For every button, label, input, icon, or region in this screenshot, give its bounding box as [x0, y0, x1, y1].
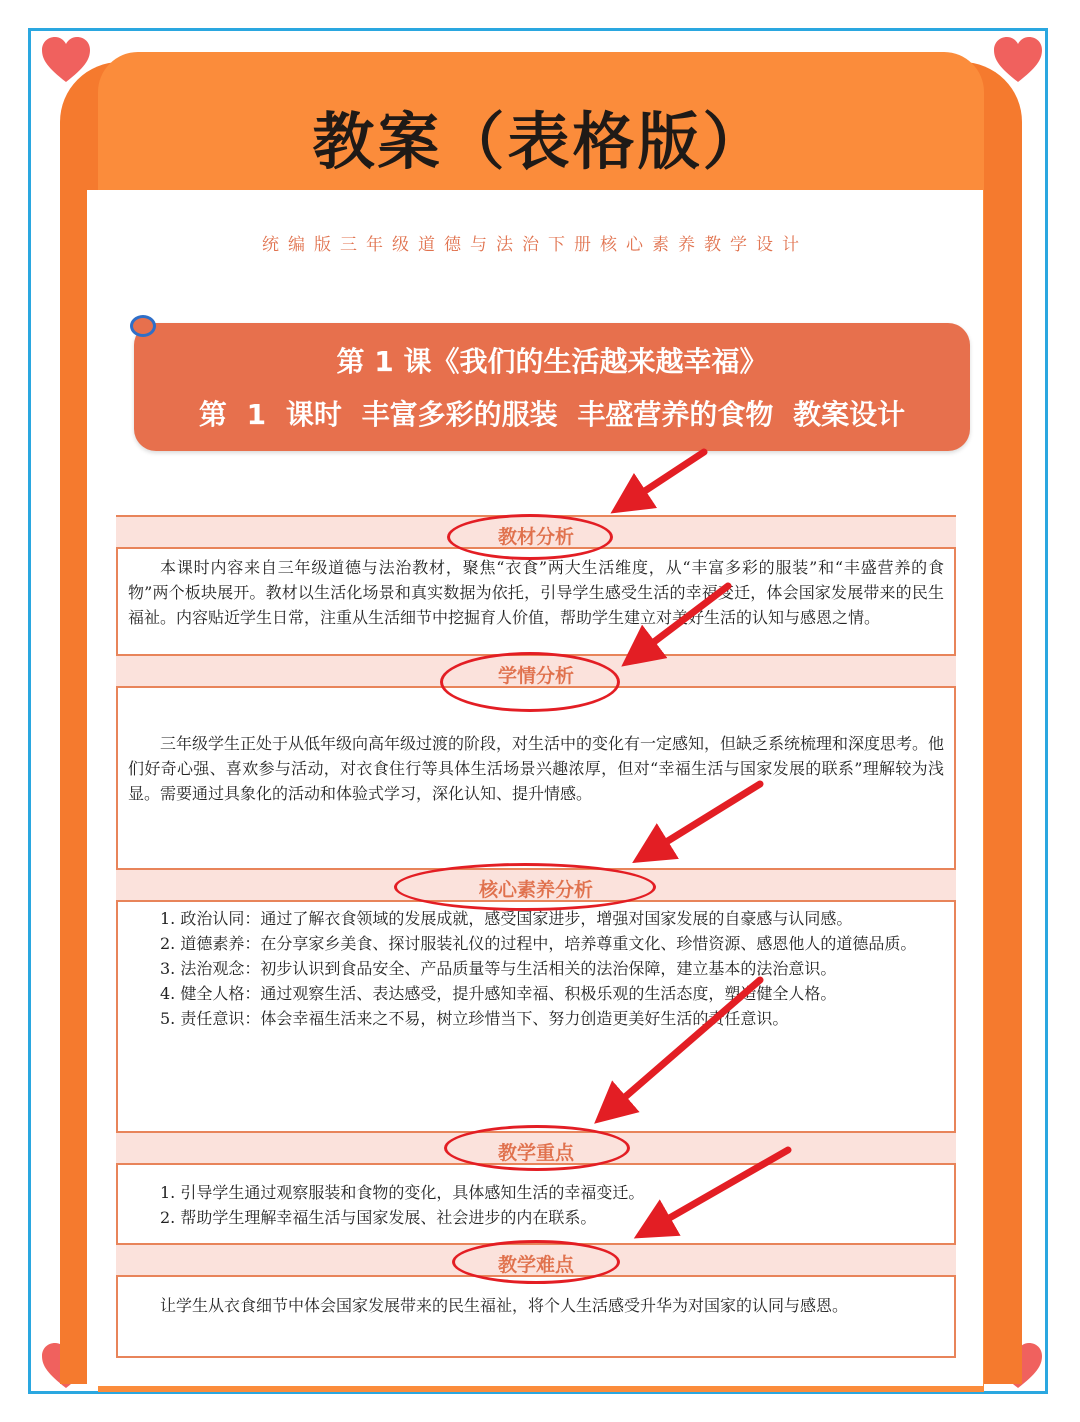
list-item: 1. 政治认同：通过了解衣食领域的发展成就，感受国家进步，增强对国家发展的自豪感与认同感。	[160, 909, 853, 928]
list-item: 2. 道德素养：在分享家乡美食、探讨服装礼仪的过程中，培养尊重文化、珍惜资源、感恩他人的道德品质。	[160, 934, 917, 953]
section-body-key-points	[128, 1180, 944, 1230]
section-body-difficulties	[128, 1293, 944, 1318]
list-item: 2. 帮助学生理解幸福生活与国家发展、社会进步的内在联系。	[160, 1208, 597, 1227]
highlight-ellipse	[444, 1125, 630, 1171]
highlight-ellipse	[440, 652, 620, 712]
section-body-competency	[128, 906, 944, 1031]
paragraph: 三年级学生正处于从低年级向高年级过渡的阶段，对生活中的变化有一定感知，但缺乏系统梳理和深度思考。他们好奇心强、喜欢参与活动，对衣食住行等具体生活场景兴趣浓厚，但对“幸福生活与国家发展的联系”理解较为浅显。需要通过具象化的活动和体验式学习，深化认知、提升情感。	[128, 734, 945, 803]
banner-dot-icon	[130, 315, 156, 337]
section-label-competency: 核心素养分析	[478, 879, 593, 901]
section-label-textbook: 教材分析	[497, 526, 574, 548]
lesson-subtitle: 第 1 课时 丰富多彩的服装 丰盛营养的食物 教案设计	[198, 398, 906, 431]
list-item: 1. 引导学生通过观察服装和食物的变化，具体感知生活的幸福变迁。	[160, 1183, 645, 1202]
page-subtitle: 统编版三年级道德与法治下册核心素养教学设计	[262, 235, 808, 255]
list-item: 5. 责任意识：体会幸福生活来之不易，树立珍惜当下、努力创造更美好生活的责任意识。	[160, 1009, 789, 1028]
list-item: 4. 健全人格：通过观察生活、表达感受，提升感知幸福、积极乐观的生活态度，塑造健全人格。	[160, 984, 837, 1003]
section-label-difficulties: 教学难点	[497, 1254, 574, 1276]
list-item: 3. 法治观念：初步认识到食品安全、产品质量等与生活相关的法治保障，建立基本的法治意识。	[160, 959, 837, 978]
highlight-ellipse	[452, 1240, 620, 1284]
lesson-title: 第 1 课《我们的生活越来越幸福》	[336, 345, 768, 378]
section-label-students: 学情分析	[497, 665, 574, 687]
section-body-students	[128, 731, 944, 806]
section-label-key-points: 教学重点	[497, 1142, 574, 1164]
highlight-ellipse	[394, 863, 656, 911]
page-title: 教案（表格版）	[312, 105, 768, 178]
highlight-ellipse	[447, 514, 613, 560]
section-body-textbook	[128, 555, 944, 630]
paragraph: 让学生从衣食细节中体会国家发展带来的民生福祉，将个人生活感受升华为对国家的认同与感恩。	[160, 1296, 849, 1315]
paragraph: 本课时内容来自三年级道德与法治教材，聚焦“衣食”两大生活维度，从“丰富多彩的服装”和“丰盛营养的食物”两个板块展开。教材以生活化场景和真实数据为依托，引导学生感受生活的幸福变迁，体会国家发展带来的民生福祉。内容贴近学生日常，注重从生活细节中挖掘育人价值，帮助学生建立对美好生活的认知与感恩之情。	[128, 558, 944, 627]
